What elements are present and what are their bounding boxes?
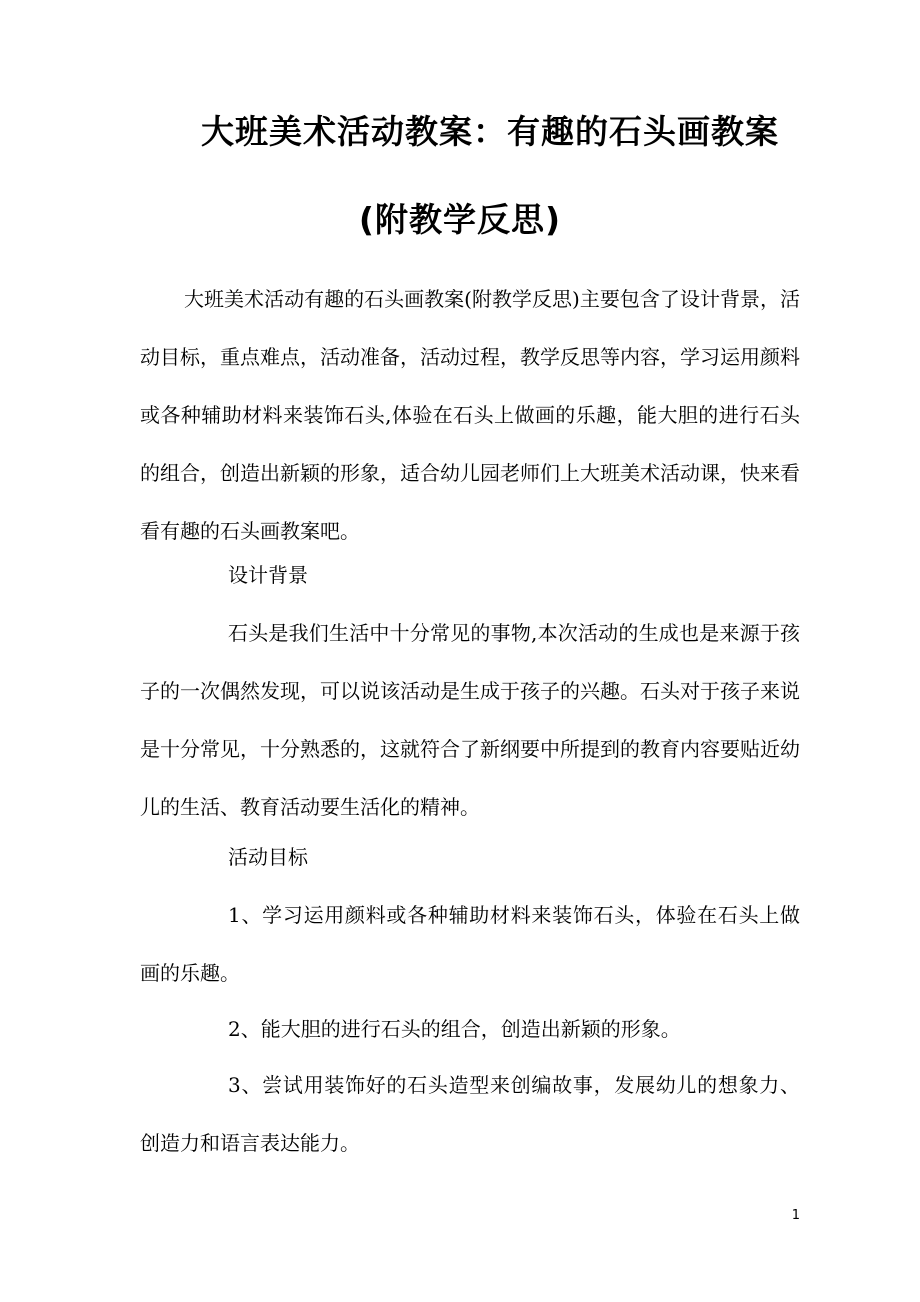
goal-item-3: 3、尝试用装饰好的石头造型来创编故事，发展幼儿的想象力、创造力和语言表达能力。	[140, 1073, 800, 1155]
goal-item-2: 2、能大胆的进行石头的组合，创造出新颖的形象。	[228, 1017, 681, 1041]
document-title-line-2: (附教学反思)	[358, 200, 562, 239]
section-heading-design-background: 设计背景	[228, 563, 308, 587]
page-number: 1	[791, 1208, 800, 1223]
design-background-paragraph: 石头是我们生活中十分常见的事物,本次活动的生成也是来源于孩子的一次偶然发现，可以说该活动是生成于孩子的兴趣。石头对于孩子来说是十分常见，十分熟悉的，这就符合了新纲要中所提到的教育内容要贴近幼儿的生活、教育活动要生活化的精神。	[140, 621, 800, 819]
document-title-line-1: 大班美术活动教案：有趣的石头画教案	[201, 112, 779, 151]
goal-item-1: 1、学习运用颜料或各种辅助材料来装饰石头，体验在石头上做画的乐趣。	[140, 903, 800, 985]
section-heading-activity-goals: 活动目标	[228, 845, 308, 869]
intro-paragraph: 大班美术活动有趣的石头画教案(附教学反思)主要包含了设计背景，活动目标，重点难点，活动准备，活动过程，教学反思等内容，学习运用颜料或各种辅助材料来装饰石头,体验在石头上做画的乐趣，能大胆的进行石头的组合，创造出新颖的形象，适合幼儿园老师们上大班美术活动课，快来看看有趣的石头画教案吧。	[140, 287, 800, 543]
